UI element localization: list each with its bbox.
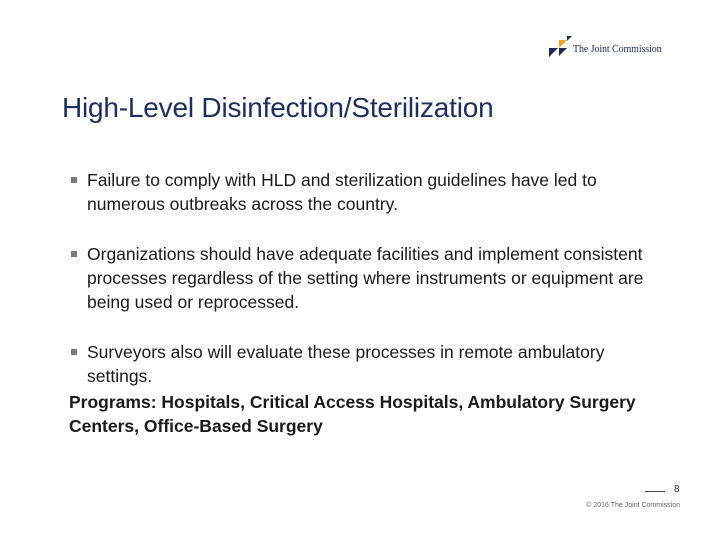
logo-mark-icon [549, 36, 573, 58]
square-bullet-icon [71, 349, 77, 355]
bullet-text: Failure to comply with HLD and sterilization guidelines have led to numerous outbreaks across the country. [87, 170, 597, 214]
square-bullet-icon [71, 251, 77, 257]
bullet-text: Surveyors also will evaluate these processes in remote ambulatory settings. [87, 342, 605, 386]
bullet-list [69, 168, 669, 414]
page-number: 8 [674, 484, 680, 495]
programs-note: Programs: Hospitals, Critical Access Hospitals, Ambulatory Surgery Centers, Office-Based Surgery [69, 392, 636, 436]
bullet-item [69, 242, 669, 314]
bullet-item [69, 168, 669, 216]
square-bullet-icon [71, 177, 77, 183]
bullet-item [69, 340, 669, 388]
copyright-text: © 2016 The Joint Commission [586, 502, 680, 509]
footer-divider [645, 491, 665, 492]
slide-title: High-Level Disinfection/Sterilization [62, 92, 494, 123]
bullet-text: Organizations should have adequate facilities and implement consistent processes regardless of the setting where instruments or equipment are being used or reprocessed. [87, 244, 644, 312]
joint-commission-logo [549, 36, 679, 58]
logo-wordmark: The Joint Commission [573, 44, 662, 55]
